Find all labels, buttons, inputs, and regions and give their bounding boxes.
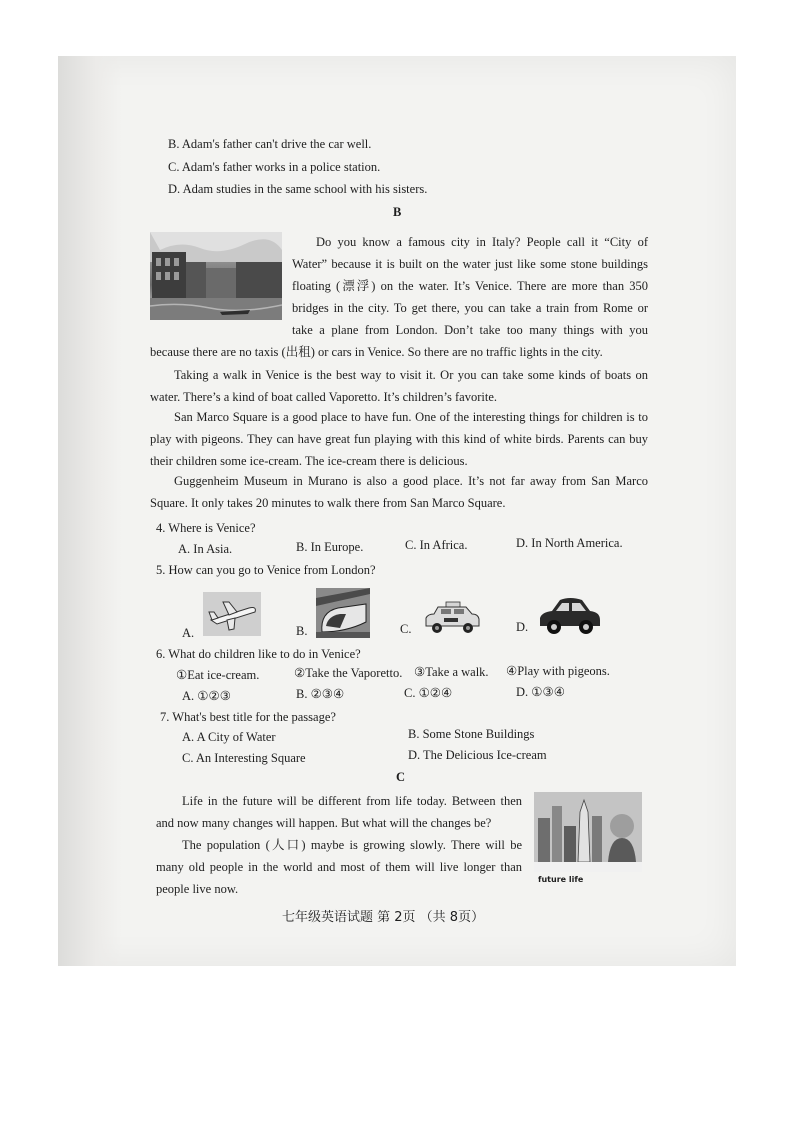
q4-option-c: C. In Africa. xyxy=(405,538,468,552)
airplane-icon xyxy=(203,592,261,636)
q7-option-a: A. A City of Water xyxy=(182,730,276,744)
train-icon xyxy=(316,588,370,638)
q6-option-a: A. ①②③ xyxy=(182,689,231,703)
q5-question: 5. How can you go to Venice from London? xyxy=(156,563,376,577)
q5-label-b: B. xyxy=(296,624,308,638)
section-c-label: C xyxy=(396,770,406,784)
q6-option-c: C. ①②④ xyxy=(404,686,453,700)
section-b-paragraph-3: San Marco Square is a good place to have fun. One of the interesting things for children is to play with pigeons. They can have great fun playing with this kind of white birds. Parents can buy their children some ice-cream. The ice-cream there is delicious. xyxy=(150,410,648,468)
scan-shadow xyxy=(58,56,122,966)
q6-item-4: ④Play with pigeons. xyxy=(506,664,610,678)
q5-label-a: A. xyxy=(182,626,195,640)
section-b-paragraph-1: Do you know a famous city in Italy? People call it “City of Water” because it is built on the water just like some stone buildings floating (漂浮) on the water. It’s Venice. There are more than 350 bridges in the city. To get there, you can take a train from Rome or take a plane from London. Don’t take too many things with you because there are no taxis (出租) or cars in Venice. So there are no traffic lights in the city. xyxy=(150,235,648,359)
q4-question: 4. Where is Venice? xyxy=(156,521,256,535)
q6-item-1: ①Eat ice-cream. xyxy=(176,668,260,682)
q6-option-b: B. ②③④ xyxy=(296,687,345,701)
q6-item-3: ③Take a walk. xyxy=(414,665,489,679)
future-life-image xyxy=(534,792,642,872)
q4-option-b: B. In Europe. xyxy=(296,540,364,554)
section-b-paragraph-4: Guggenheim Museum in Murano is also a good place. It’s not far away from San Marco Square. It only takes 20 minutes to walk there from San Marco Square. xyxy=(150,474,648,510)
section-b-paragraph-2: Taking a walk in Venice is the best way to visit it. Or you can take some kinds of boats on water. There’s a kind of boat called Vaporetto. It’s children’s favorite. xyxy=(150,368,648,404)
q7-option-d: D. The Delicious Ice-cream xyxy=(408,748,547,762)
q6-option-d: D. ①③④ xyxy=(516,685,565,699)
part-a-option-c: C. Adam's father works in a police station. xyxy=(168,160,381,174)
q7-option-b: B. Some Stone Buildings xyxy=(408,727,535,741)
future-life-caption: future life xyxy=(538,875,584,884)
part-a-option-b: B. Adam's father can't drive the car well. xyxy=(168,137,372,151)
part-a-option-d: D. Adam studies in the same school with his sisters. xyxy=(168,182,428,196)
q5-label-d: D. xyxy=(516,620,529,634)
q6-question: 6. What do children like to do in Venice? xyxy=(156,647,361,661)
q7-question: 7. What's best title for the passage? xyxy=(160,710,336,724)
q5-label-c: C. xyxy=(400,622,412,636)
section-c-paragraph-2: The population (人口) maybe is growing slowly. There will be many old people in the world and most of them will live longer than people live now. xyxy=(156,838,522,896)
q6-item-2: ②Take the Vaporetto. xyxy=(294,666,403,680)
car-icon xyxy=(538,596,602,636)
page-footer: 七年级英语试题 第 2页 （共 8页） xyxy=(282,910,485,925)
section-c-paragraph-1: Life in the future will be different from life today. Between then and now many changes will happen. But what will the changes be? xyxy=(156,794,522,830)
q4-option-d: D. In North America. xyxy=(516,536,623,550)
taxi-icon xyxy=(422,600,482,636)
q7-option-c: C. An Interesting Square xyxy=(182,751,306,765)
section-b-label: B xyxy=(393,205,402,219)
q4-option-a: A. In Asia. xyxy=(178,542,233,556)
